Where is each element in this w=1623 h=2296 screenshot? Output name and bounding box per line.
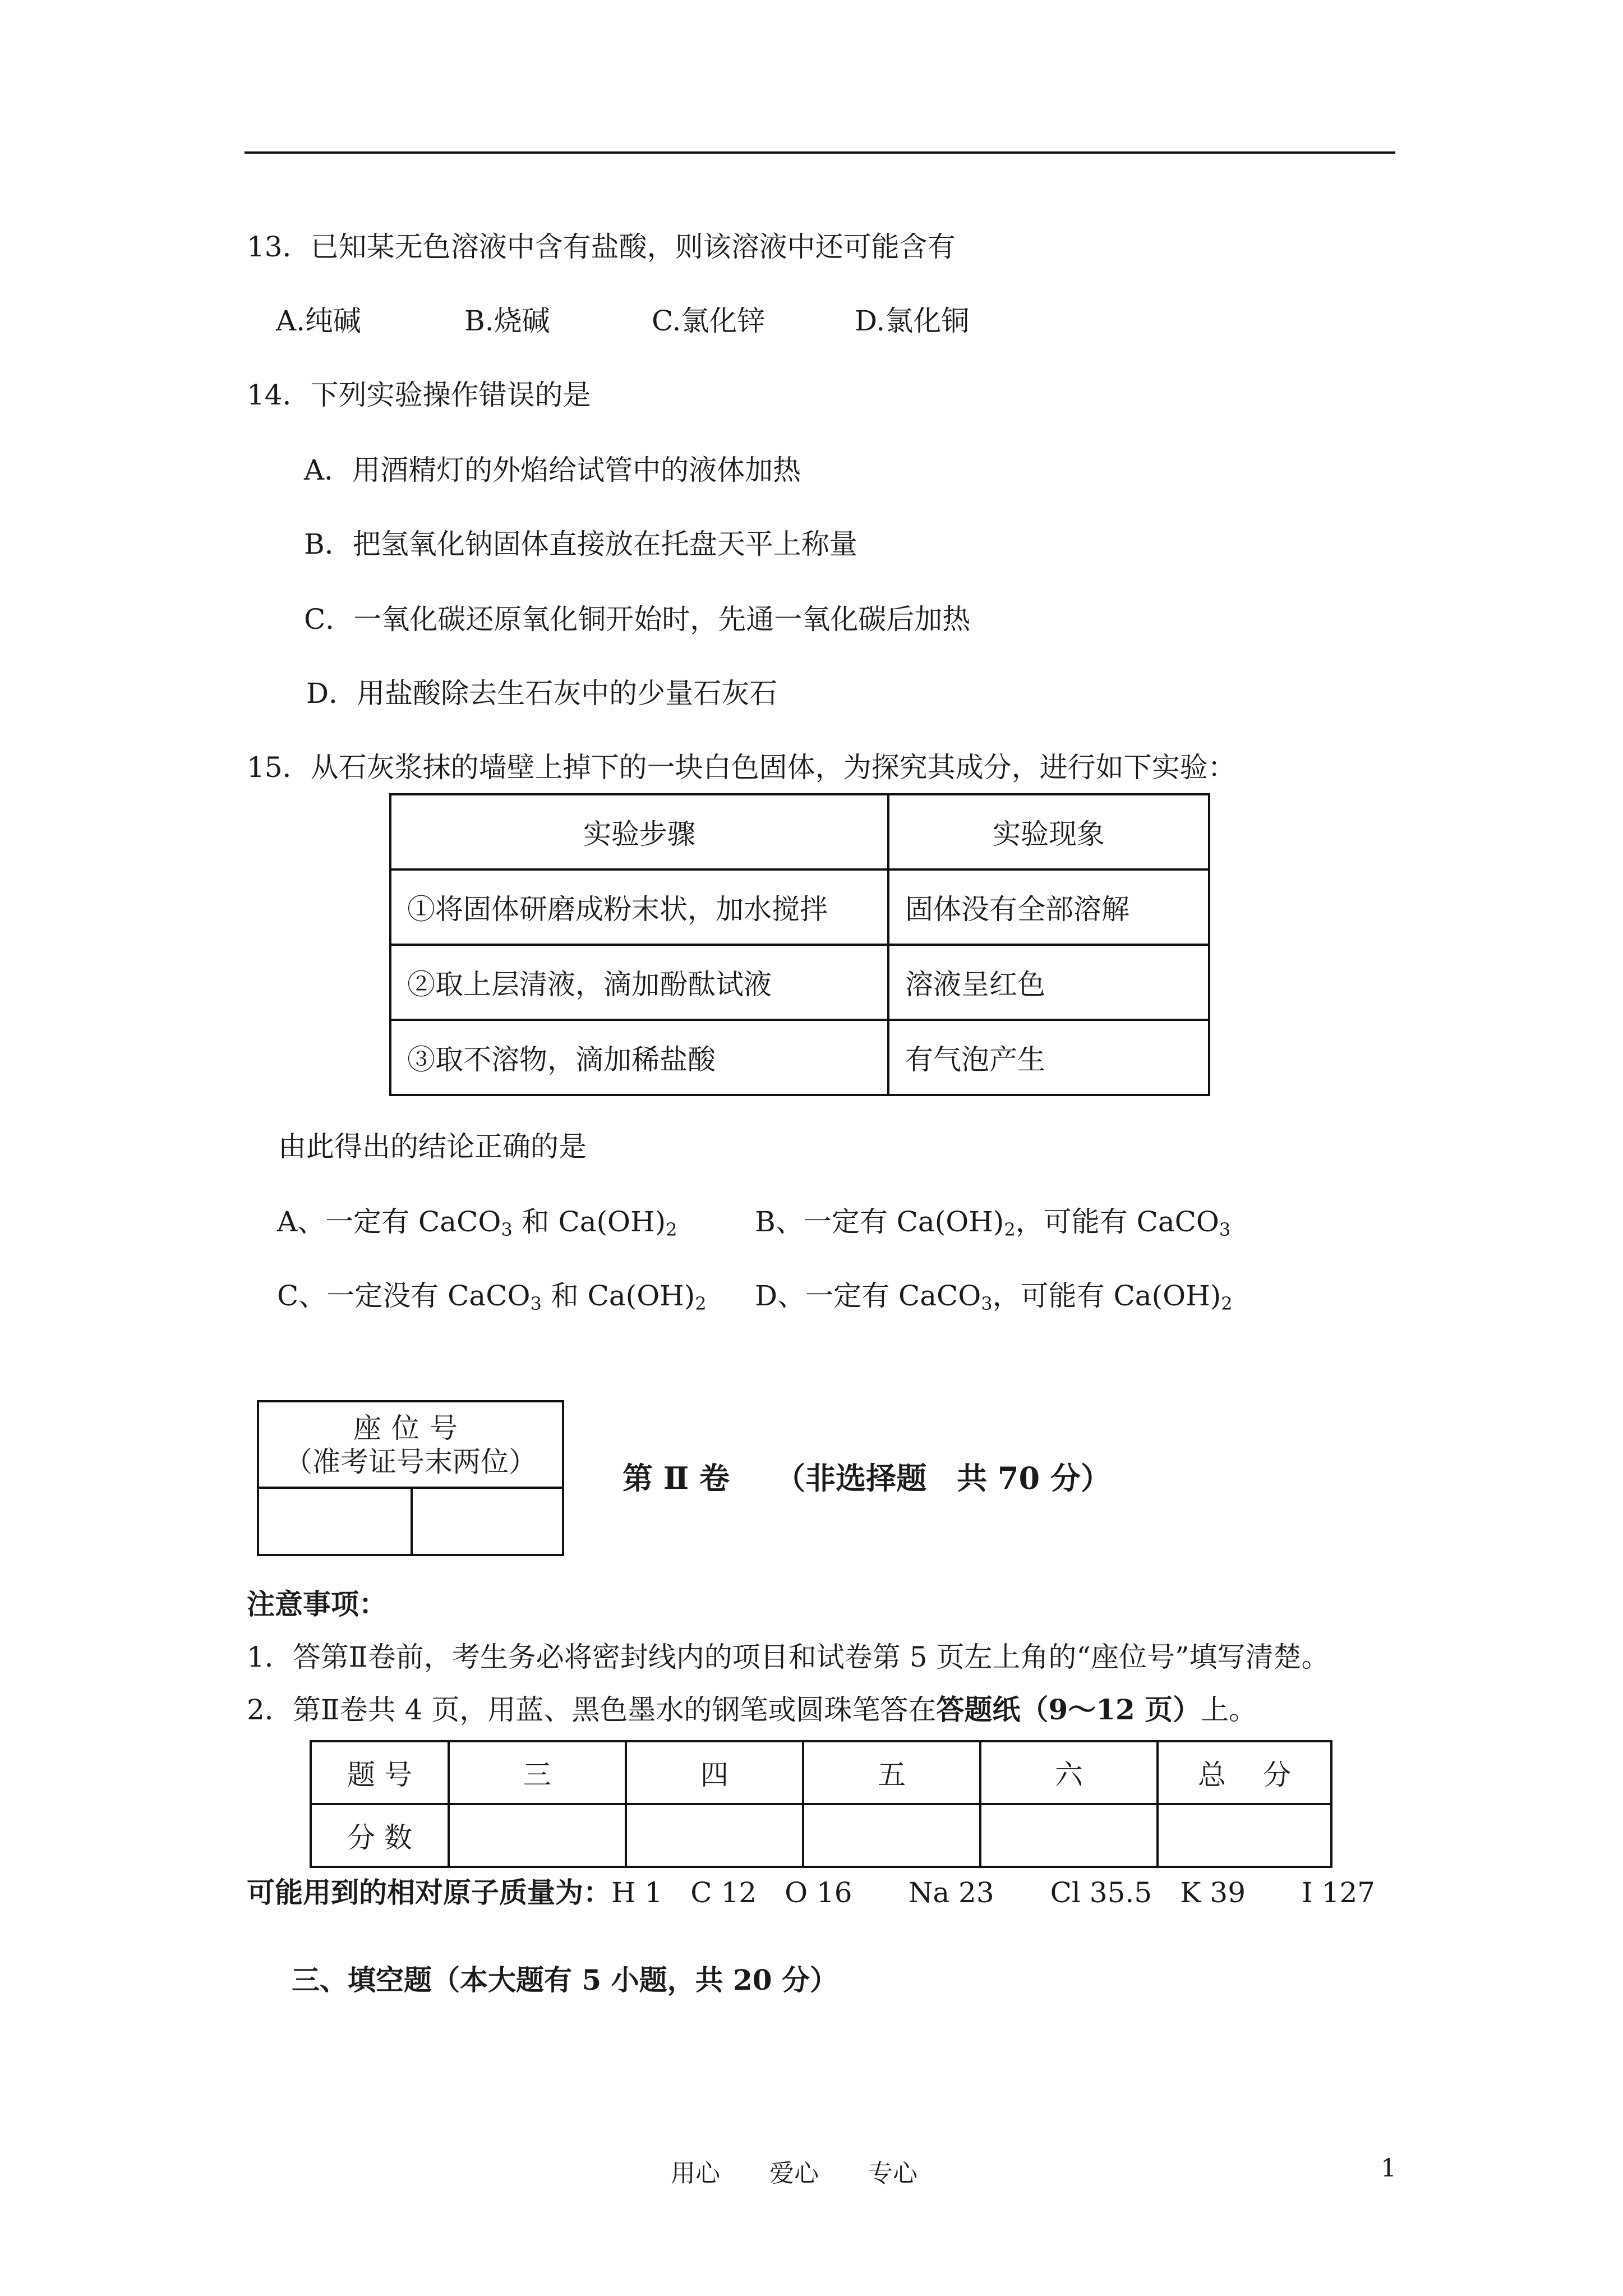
section2-title: 第 Ⅱ 卷 （非选择题 共 70 分） (623, 1460, 1111, 1496)
table-row (311, 1741, 1331, 1804)
score-input-cell (1158, 1804, 1331, 1867)
seat-number-divider (411, 1487, 413, 1556)
table-cell: 四 (626, 1741, 803, 1804)
atomic-mass-label: 可能用到的相对原子质量为： (247, 1876, 611, 1909)
q15-option-c: C、一定没有 CaCO$_3$ 和 $Ca(OH)_2$ (277, 1280, 707, 1314)
table-cell: 六 (980, 1741, 1158, 1804)
table-cell: 五 (803, 1741, 980, 1804)
table-cell: 分 数 (311, 1804, 449, 1867)
q15-option-b: B、一定有 $Ca(OH)_2$，可能有 CaCO$_3$ (755, 1205, 1231, 1240)
score-table (310, 1740, 1332, 1868)
table-cell: ②取上层清液，滴加酚酞试液 (390, 945, 888, 1020)
q13-option-c: C.氯化锌 (652, 305, 766, 337)
score-input-cell (980, 1804, 1158, 1867)
table-cell: 固体没有全部溶解 (888, 869, 1209, 945)
table-header-cell: 实验现象 (888, 794, 1209, 869)
seat-number-label (259, 1402, 562, 1489)
table-cell: ①将固体研磨成粉末状，加水搅拌 (390, 869, 888, 945)
q13-option-a: A.纯碱 (276, 305, 362, 337)
notes-heading: 注意事项： (247, 1588, 387, 1621)
table-cell: 溶液呈红色 (888, 945, 1209, 1020)
table-row (390, 945, 1209, 1020)
notes-item-2: 2．第Ⅱ卷共 4 页，用蓝、黑色墨水的钢笔或圆珠笔答在答题纸（9～12 页）上。 (247, 1693, 1257, 1726)
table-header-cell: 实验步骤 (390, 794, 888, 869)
q14-option-d: D．用盐酸除去生石灰中的少量石灰石 (306, 677, 778, 710)
q14-stem: 14．下列实验操作错误的是 (247, 379, 591, 411)
header-rule (245, 151, 1395, 154)
table-row (311, 1804, 1331, 1867)
atomic-mass-values: H 1 C 12 O 16 Na 23 Cl 35.5 K 39 I 127 (611, 1876, 1376, 1909)
q15-stem: 15．从石灰浆抹的墙壁上掉下的一块白色固体，为探究其成分，进行如下实验： (247, 751, 1236, 784)
q15-option-a: A、一定有 CaCO$_3$ 和 $Ca(OH)_2$ (277, 1205, 677, 1240)
table-cell: 三 (449, 1741, 626, 1804)
q14-option-b: B．把氢氧化钠固体直接放在托盘天平上称量 (304, 528, 857, 560)
table-row (390, 869, 1209, 945)
score-input-cell (626, 1804, 803, 1867)
q13-option-b: B.烧碱 (464, 305, 550, 337)
q15-option-d: D、一定有 CaCO$_3$，可能有 $Ca(OH)_2$ (755, 1280, 1233, 1314)
seat-number-box (257, 1400, 564, 1556)
table-header-row (390, 794, 1209, 869)
table-cell: ③取不溶物，滴加稀盐酸 (390, 1020, 888, 1095)
table-cell: 有气泡产生 (888, 1020, 1209, 1095)
q13-stem: 13．已知某无色溶液中含有盐酸，则该溶液中还可能含有 (247, 231, 956, 263)
seat-number-title: 座位号 (353, 1412, 468, 1444)
q15-experiment-table (389, 793, 1210, 1096)
notes-item-1: 1．答第Ⅱ卷前，考生务必将密封线内的项目和试卷第 5 页左上角的“座位号”填写清楚。 (247, 1641, 1330, 1673)
page-number: 1 (1381, 2154, 1396, 2183)
section3-title: 三、填空题（本大题有 5 小题，共 20 分） (292, 1963, 838, 1996)
table-row (390, 1020, 1209, 1095)
score-input-cell (803, 1804, 980, 1867)
seat-number-subtitle: （准考证号末两位） (284, 1446, 537, 1478)
score-input-cell (449, 1804, 626, 1867)
table-cell: 总 分 (1158, 1741, 1331, 1804)
table-cell: 题 号 (311, 1741, 449, 1804)
footer-motto: 用心 爱心 专心 (671, 2159, 917, 2188)
q13-option-d: D.氯化铜 (855, 305, 970, 337)
atomic-mass-line (247, 1875, 1375, 1911)
q14-option-a: A．用酒精灯的外焰给试管中的液体加热 (304, 454, 801, 486)
q15-conclusion: 由此得出的结论正确的是 (278, 1130, 587, 1163)
q14-option-c: C．一氧化碳还原氧化铜开始时，先通一氧化碳后加热 (304, 603, 971, 636)
